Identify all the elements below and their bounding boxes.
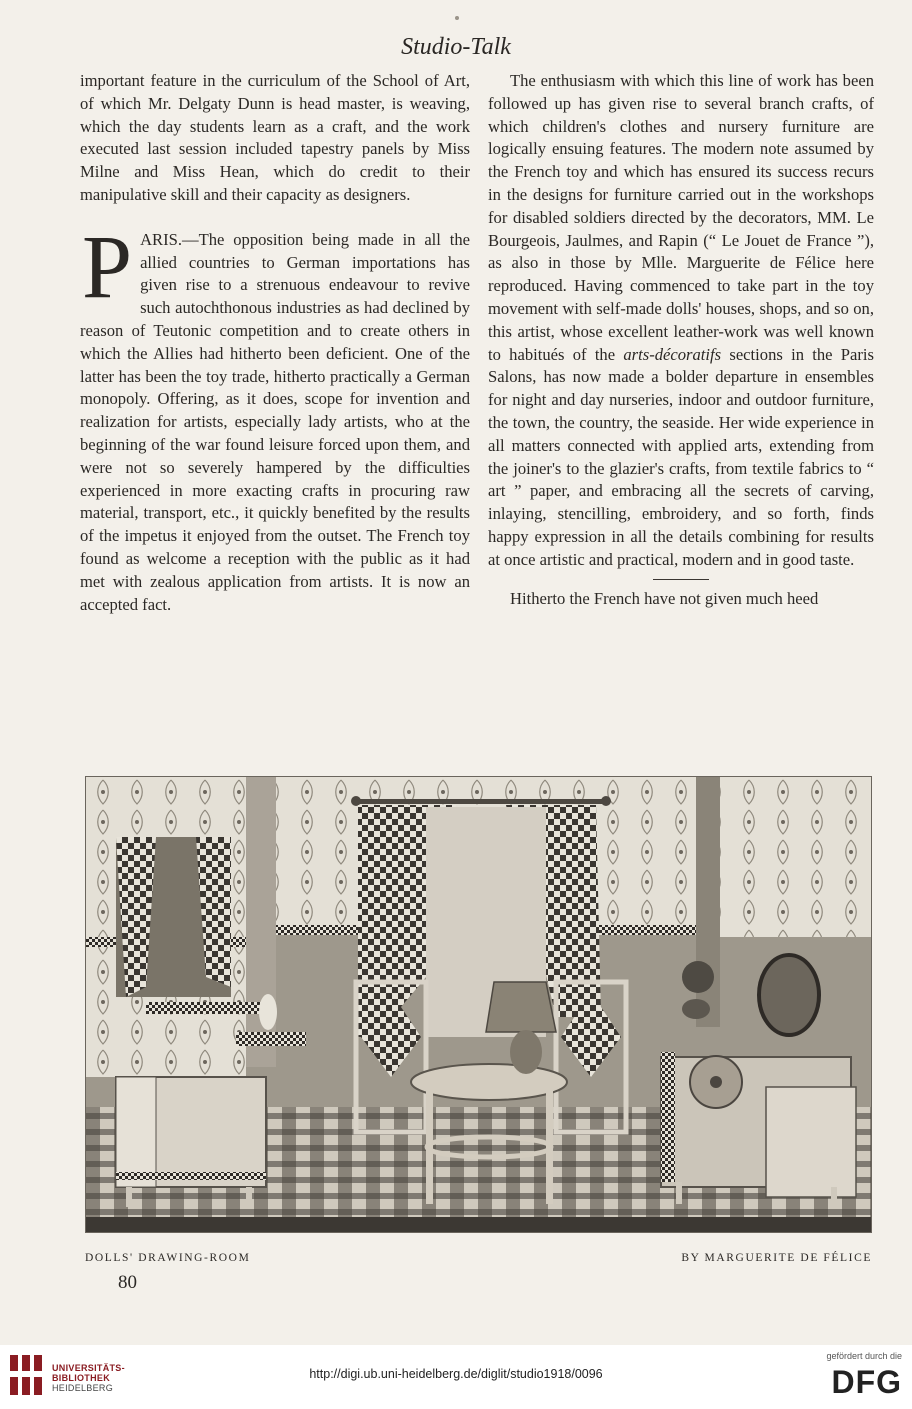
library-name-line3: HEIDELBERG	[52, 1383, 114, 1393]
right-column	[488, 70, 874, 610]
digitization-footer	[0, 1345, 912, 1409]
funder-label: gefördert durch die	[826, 1351, 902, 1361]
arts-decoratifs-term: arts-décoratifs	[623, 344, 722, 364]
library-name-line1: UNIVERSITÄTS-	[52, 1363, 125, 1373]
drop-cap: P	[82, 217, 133, 317]
left-column	[80, 70, 470, 616]
permalink[interactable]: http://digi.ub.uni-heidelberg.de/diglit/studio1918/0096	[309, 1367, 603, 1381]
page-number: 80	[118, 1272, 137, 1293]
ornament-dot	[455, 16, 459, 20]
library-name-line2: BIBLIOTHEK	[52, 1373, 110, 1383]
running-head: Studio-Talk	[401, 34, 511, 60]
figure-caption-credit: BY MARGUERITE DE FÉLICE	[681, 1252, 872, 1264]
dfg-logo[interactable]: DFG	[831, 1364, 902, 1400]
photo-dolls-drawing-room	[85, 776, 872, 1233]
paragraph-weaving: important feature in the curriculum of the School of Art, of which Mr. Delgaty Dunn is head master, is weaving, which the day students learn as a craft, and the work executed last session included tapestry panels by Miss Milne and Miss Hean, which do credit to their manipulative skill and their capacity as designers.	[80, 71, 470, 204]
figure-caption-title: DOLLS' DRAWING-ROOM	[85, 1252, 251, 1264]
paragraph-enthusiasm-a: The enthusiasm with which this line of work has been followed up has given rise to several branch crafts, of which children's clothes and nursery furniture are logically ensuing features. The modern note assumed by the French toy and which has ensured its success recurs in the designs for furniture carried out in the workshops for disabled soldiers directed by the decorators, MM. Le Bourgeois, Jaulmes, and Rapin (“ Le Jouet de France ”), as also in those by Mlle. Marguerite de Félice here reproduced. Having commenced to take part in the toy movement with self-made dolls' houses, shops, and so on, this artist, whose excellent leather-work was well known to habitués of the	[488, 71, 874, 364]
paragraph-hitherto: Hitherto the French have not given much heed	[510, 588, 819, 608]
paragraph-paris-text: ARIS.—The opposition being made in all the allied countries to German importations has given rise to a strenuous endeavour to revive such autochthonous industries as had declined by reason of Teutonic competition and to create others in which the Allies had hitherto been deficient. One of the latter has been the toy trade, hitherto practically a German monopoly. Offering, as it does, scope for invention and realization for artists, especially lady artists, who at the beginning of the war found leisure forced upon them, and were not so severely hampered by the difficulties experienced in more exacting crafts in procuring raw material, transport, etc., it quickly benefited by the results of the impetus it enjoyed from the outset. The French toy found as welcome a reception with the public as it had met with zealous application from artists. It is now an accepted fact.	[80, 229, 470, 614]
paragraph-enthusiasm-b: sections in the Paris Salons, has now made a bolder departure in ensembles for night and day nurseries, indoor and outdoor furniture, the town, the country, the seaside. Her wide experience in all matters connected with applied arts, extending from the joiner's to the glazier's crafts, from textile fabrics to “ art ” paper, and embracing all the secrets of carving, inlaying, stencilling, embroidery, and so forth, finds happy expression in all the details combining for results at once artistic and practical, modern and in good taste.	[488, 344, 874, 569]
paragraph-enthusiasm	[488, 70, 874, 572]
photo-illustration	[86, 777, 871, 1232]
section-rule	[653, 579, 709, 580]
paragraph-paris	[80, 217, 470, 617]
